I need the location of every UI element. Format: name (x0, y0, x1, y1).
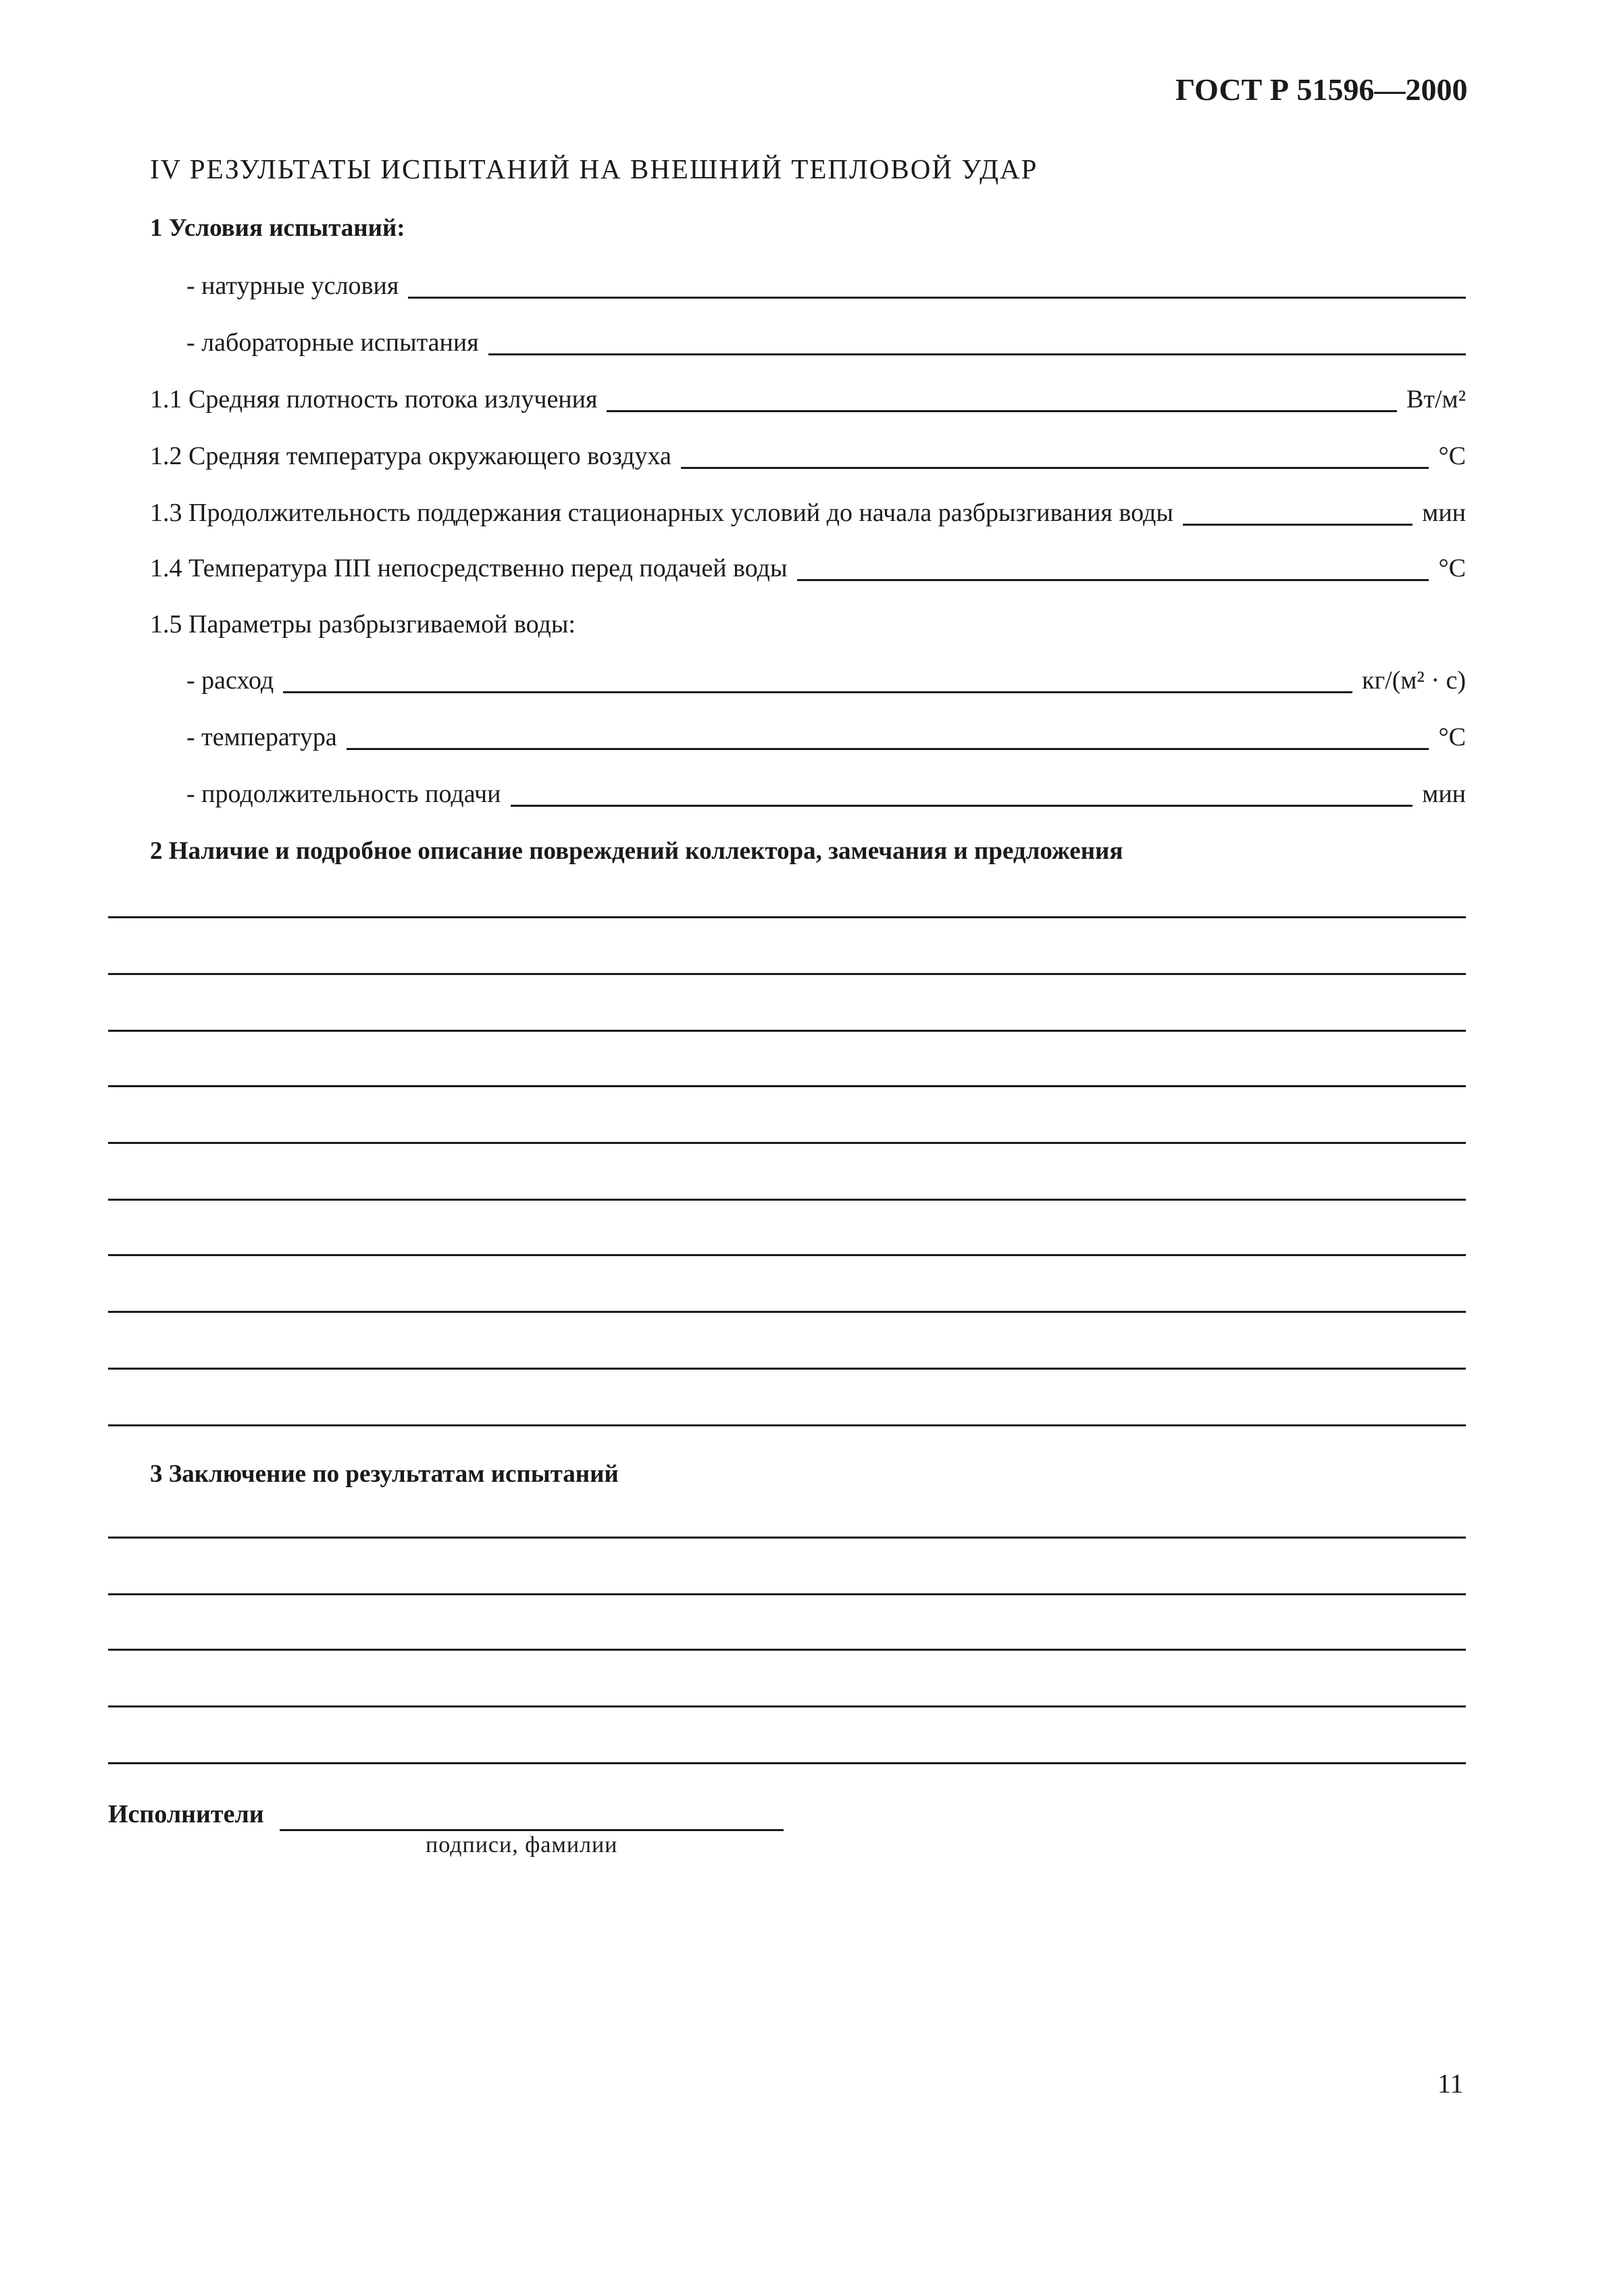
collector-temperature-row (150, 550, 1466, 585)
conclusion-line[interactable] (108, 1705, 1466, 1707)
conclusion-line[interactable] (108, 1593, 1466, 1595)
damage-description-line[interactable] (108, 1254, 1466, 1256)
radiation-flux-label: 1.1 Средняя плотность потока излучения (150, 385, 598, 414)
performers-signature-field[interactable] (280, 1829, 784, 1831)
water-supply-duration-field[interactable] (511, 804, 1413, 807)
lab-tests-label: - лабораторные испытания (186, 328, 479, 357)
water-flow-row (186, 662, 1466, 697)
natural-conditions-field[interactable] (408, 296, 1466, 299)
performers-label: Исполнители (108, 1800, 264, 1828)
water-parameters-heading: 1.5 Параметры разбрызгиваемой воды: (150, 610, 576, 639)
damage-description-line[interactable] (108, 916, 1466, 918)
conclusion-line[interactable] (108, 1537, 1466, 1539)
conclusion-line[interactable] (108, 1649, 1466, 1651)
damage-description-line[interactable] (108, 1311, 1466, 1313)
damage-description-line[interactable] (108, 1424, 1466, 1426)
steady-state-duration-unit: мин (1422, 499, 1466, 527)
steady-state-duration-row (150, 495, 1466, 530)
water-supply-duration-unit: мин (1422, 780, 1466, 808)
radiation-flux-field[interactable] (607, 409, 1397, 412)
damage-description-line[interactable] (108, 1368, 1466, 1370)
collector-temperature-field[interactable] (797, 578, 1429, 581)
water-flow-field[interactable] (283, 691, 1352, 693)
steady-state-duration-field[interactable] (1183, 523, 1413, 526)
water-temperature-field[interactable] (347, 747, 1429, 750)
water-flow-label: - расход (186, 666, 274, 695)
section-title: IV РЕЗУЛЬТАТЫ ИСПЫТАНИЙ НА ВНЕШНИЙ ТЕПЛОВОЙ УДАР (150, 153, 1038, 184)
lab-tests-field[interactable] (488, 353, 1466, 355)
damage-description-line[interactable] (108, 1142, 1466, 1144)
standard-number: ГОСТ Р 51596—2000 (1175, 72, 1468, 107)
radiation-flux-unit: Вт/м² (1406, 385, 1466, 414)
damage-description-line[interactable] (108, 973, 1466, 975)
radiation-flux-row (150, 381, 1466, 416)
damage-description-line[interactable] (108, 1030, 1466, 1032)
natural-conditions-row (186, 268, 1466, 303)
air-temperature-field[interactable] (681, 466, 1429, 469)
water-flow-unit: кг/(м² · с) (1362, 666, 1466, 695)
air-temperature-row (150, 438, 1466, 473)
damage-description-line[interactable] (108, 1199, 1466, 1201)
water-supply-duration-row (186, 776, 1466, 811)
item2-heading: 2 Наличие и подробное описание повреждений коллектора, замечания и предложения (150, 837, 1123, 865)
signature-caption: подписи, фамилии (426, 1832, 618, 1857)
water-temperature-row (186, 719, 1466, 754)
water-temperature-label: - температура (186, 723, 337, 751)
item1-heading: 1 Условия испытаний: (150, 214, 405, 242)
water-supply-duration-label: - продолжительность подачи (186, 780, 501, 808)
lab-tests-row (186, 324, 1466, 359)
air-temperature-label: 1.2 Средняя температура окружающего воздуха (150, 442, 671, 470)
natural-conditions-label: - натурные условия (186, 272, 399, 300)
page-number: 11 (1437, 2068, 1464, 2099)
item3-heading: 3 Заключение по результатам испытаний (150, 1460, 619, 1488)
damage-description-line[interactable] (108, 1085, 1466, 1087)
conclusion-line[interactable] (108, 1762, 1466, 1764)
steady-state-duration-label: 1.3 Продолжительность поддержания стационарных условий до начала разбрызгивания воды (150, 499, 1173, 527)
water-temperature-unit: °С (1438, 723, 1466, 751)
collector-temperature-label: 1.4 Температура ПП непосредственно перед подачей воды (150, 554, 788, 582)
collector-temperature-unit: °С (1438, 554, 1466, 582)
air-temperature-unit: °С (1438, 442, 1466, 470)
